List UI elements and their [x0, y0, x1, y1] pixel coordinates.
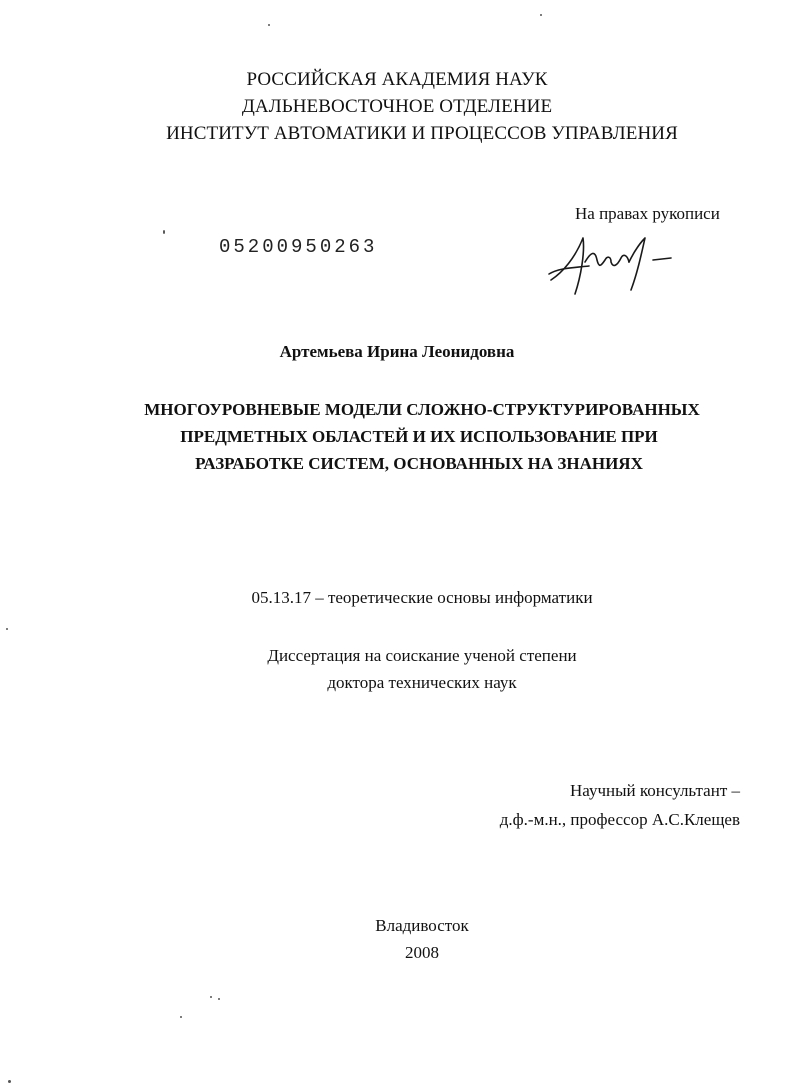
title-line: РАЗРАБОТКЕ СИСТЕМ, ОСНОВАННЫХ НА ЗНАНИЯХ — [195, 454, 643, 473]
specialty-code: 05.13.17 – теоретические основы информатики — [251, 588, 593, 607]
scan-speck — [180, 1016, 182, 1018]
scan-speck — [540, 14, 542, 16]
institution-header — [0, 66, 794, 147]
title-line: МНОГОУРОВНЕВЫЕ МОДЕЛИ СЛОЖНО-СТРУКТУРИРОВАННЫХ — [144, 400, 700, 419]
manuscript-rights-note: На правах рукописи — [575, 204, 720, 223]
scan-speck — [6, 628, 8, 630]
degree-statement — [50, 642, 794, 696]
author-name: Артемьева Ирина Леонидовна — [279, 342, 515, 361]
signature-icon — [545, 228, 695, 300]
place-and-year — [50, 912, 794, 966]
scan-speck — [210, 996, 212, 998]
institute-name: ИНСТИТУТ АВТОМАТИКИ И ПРОЦЕССОВ УПРАВЛЕНИЯ — [166, 123, 678, 144]
consultant-name: д.ф.-м.н., профессор А.С.Клещев — [499, 810, 740, 829]
scan-speck — [218, 998, 220, 1000]
year: 2008 — [405, 943, 439, 962]
library-serial-number: 05200950263 — [219, 236, 378, 258]
academy-name: РОССИЙСКАЯ АКАДЕМИЯ НАУК — [246, 69, 548, 90]
branch-name: ДАЛЬНЕВОСТОЧНОЕ ОТДЕЛЕНИЕ — [241, 96, 553, 117]
dissertation-title — [0, 396, 794, 477]
scan-speck — [8, 1080, 11, 1083]
consultant-label: Научный консультант – — [570, 781, 740, 800]
degree-line: Диссертация на соискание ученой степени — [267, 646, 577, 665]
city: Владивосток — [375, 916, 469, 935]
scan-speck — [163, 230, 165, 234]
scientific-consultant — [470, 776, 740, 834]
scan-speck — [268, 24, 270, 26]
title-line: ПРЕДМЕТНЫХ ОБЛАСТЕЙ И ИХ ИСПОЛЬЗОВАНИЕ ПРИ — [180, 427, 658, 446]
degree-line: доктора технических наук — [327, 673, 517, 692]
